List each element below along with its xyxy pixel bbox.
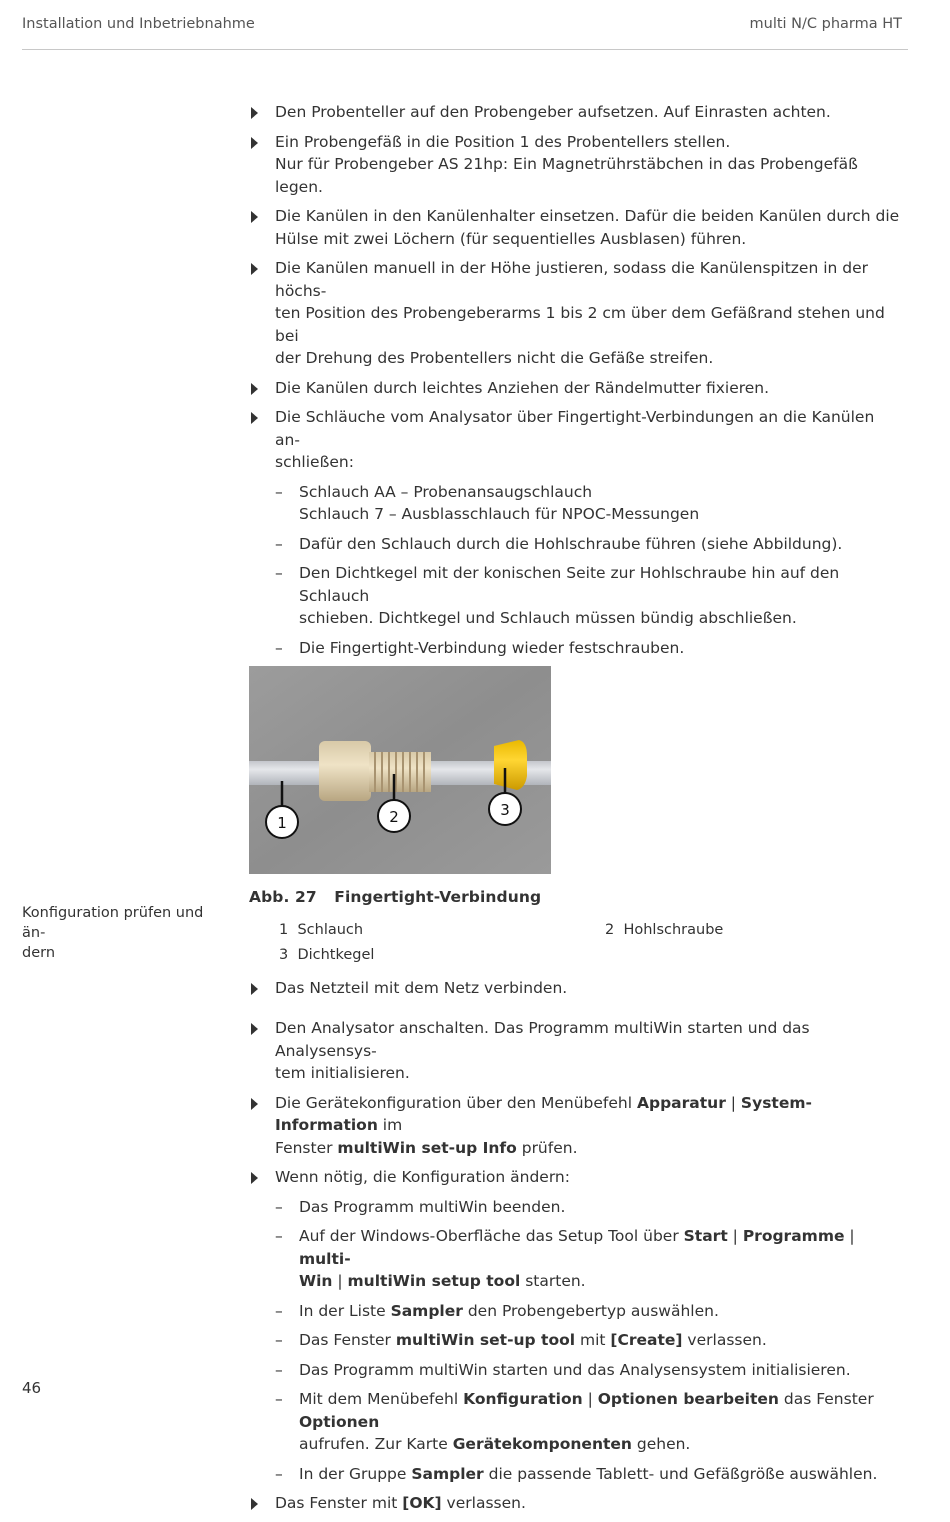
step-text: Das Netzteil mit dem Netz verbinden. (275, 978, 568, 997)
callout-label: 2 (389, 808, 399, 826)
legend-label: Schlauch (297, 921, 364, 938)
substep-text: aufrufen. Zur Karte Gerätekomponenten gehen. (299, 1435, 691, 1453)
menu-term: multiWin setup tool (347, 1272, 521, 1290)
window-term: multiWin set-up Info (337, 1138, 517, 1157)
group-term: Sampler (411, 1464, 484, 1483)
substep-text: Das Programm multiWin beenden. (299, 1197, 566, 1216)
callout-2 (378, 800, 410, 832)
step-text: Den Probenteller auf den Probengeber aufsetzen. Auf Einrasten achten. (275, 103, 831, 121)
step-text: Nur für Probengeber AS 21hp: Ein Magnetrührstäbchen in das Probengefäß legen. (275, 155, 858, 196)
dash-bullet: – (275, 534, 283, 553)
substep-text: In der Liste Sampler den Probengebertyp auswählen. (299, 1301, 719, 1320)
substep-text: In der Gruppe Sampler die passende Tablett- und Gefäßgröße auswählen. (299, 1464, 878, 1483)
figure-number: Abb. 27 (249, 888, 317, 906)
step-text: Die Kanülen in den Kanülenhalter einsetzen. Dafür die beiden Kanülen durch die (275, 207, 900, 225)
step-text: schließen: (275, 453, 354, 471)
menu-term: Konfiguration (463, 1390, 583, 1408)
step-text: Die Schläuche vom Analysator über Fingertight-Verbindungen an die Kanülen an- (275, 408, 875, 449)
instruction-substep (249, 1225, 904, 1293)
bullet-arrow-icon (251, 1023, 258, 1035)
substep-text: Schlauch 7 – Ausblasschlauch für NPOC-Messungen (299, 505, 700, 523)
substep-text: Mit dem Menübefehl Konfiguration | Optionen bearbeiten das Fenster Optionen (299, 1390, 874, 1431)
step-text: Das Fenster mit [OK] verlassen. (275, 1494, 526, 1512)
bullet-arrow-icon (251, 1498, 258, 1510)
menu-term: multi- (299, 1249, 351, 1268)
bullet-arrow-icon (251, 211, 258, 223)
step-text: Fenster multiWin set-up Info prüfen. (275, 1138, 578, 1157)
dash-bullet: – (275, 1360, 283, 1379)
instruction-substep (249, 1388, 904, 1456)
instruction-step (249, 205, 904, 250)
button-term: [OK] (402, 1494, 442, 1512)
step-text: Wenn nötig, die Konfiguration ändern: (275, 1168, 570, 1186)
legend-label: Dichtkegel (297, 946, 375, 963)
tab-term: Gerätekomponenten (452, 1435, 632, 1453)
button-term: [Create] (610, 1331, 683, 1349)
instruction-step (249, 101, 904, 124)
legend-item (279, 944, 374, 967)
dash-bullet: – (275, 638, 283, 657)
figure-title: Fingertight-Verbindung (334, 888, 542, 906)
instruction-step (249, 1166, 904, 1189)
instruction-step (249, 406, 904, 474)
dash-bullet: – (275, 1197, 283, 1216)
legend-item (279, 919, 363, 942)
substep-text: Dafür den Schlauch durch die Hohlschraube führen (siehe Abbildung). (299, 534, 843, 553)
header-product-name: multi N/C pharma HT (749, 16, 902, 32)
step-text: Die Kanülen durch leichtes Anziehen der Rändelmutter fixieren. (275, 378, 770, 397)
instruction-substep (249, 1196, 904, 1219)
menu-term: Win (299, 1272, 333, 1290)
margin-label-line: dern (22, 945, 56, 961)
instruction-substep (249, 562, 904, 630)
instruction-substep (249, 1359, 904, 1382)
instruction-step (249, 1017, 904, 1085)
menu-term: Optionen bearbeiten (597, 1390, 779, 1408)
dash-bullet: – (275, 564, 283, 582)
step-text: Ein Probengefäß in die Position 1 des Probentellers stellen. (275, 132, 731, 151)
instruction-substep (249, 1463, 904, 1486)
instruction-step (249, 977, 904, 1000)
margin-label-line: Konfiguration prüfen und än- (22, 905, 204, 941)
window-term: multiWin set-up tool (395, 1331, 576, 1349)
instruction-step (249, 1092, 904, 1160)
menu-term: Apparatur (637, 1093, 726, 1112)
bullet-arrow-icon (251, 137, 258, 149)
menu-term: Programme (742, 1227, 845, 1245)
callout-label: 3 (500, 801, 510, 819)
fingertight-photo (249, 666, 551, 874)
dash-bullet: – (275, 1227, 283, 1245)
step-text: tem initialisieren. (275, 1064, 410, 1082)
instruction-step (249, 131, 904, 199)
thread-shape (369, 752, 431, 792)
nut-shape (319, 741, 371, 801)
instruction-substep (249, 1329, 904, 1352)
legend-number: 3 (279, 946, 289, 963)
bullet-arrow-icon (251, 1098, 258, 1110)
substep-text: Das Programm multiWin starten und das Analysensystem initialisieren. (299, 1360, 851, 1379)
dash-bullet: – (275, 1464, 283, 1483)
window-term: Optionen (299, 1412, 380, 1431)
bullet-arrow-icon (251, 263, 258, 275)
dash-bullet: – (275, 1390, 283, 1408)
bullet-arrow-icon (251, 383, 258, 395)
instruction-substep (249, 481, 904, 526)
legend-number: 2 (605, 921, 615, 938)
menu-term: Start (683, 1227, 728, 1245)
substep-text: Win | multiWin setup tool starten. (299, 1272, 586, 1290)
instruction-substep (249, 533, 904, 556)
step-text: ten Position des Probengeberarms 1 bis 2 cm über dem Gefäßrand stehen und bei (275, 304, 885, 345)
instruction-step (249, 377, 904, 400)
legend-number: 1 (279, 921, 289, 938)
substep-text: Auf der Windows-Oberfläche das Setup Tool über Start | Programme | multi- (299, 1227, 855, 1268)
ferrule-shape (494, 740, 527, 790)
callout-1 (266, 806, 298, 838)
instruction-step (249, 1492, 904, 1515)
instruction-substep (249, 1300, 904, 1323)
dash-bullet: – (275, 1301, 283, 1320)
figure-caption (249, 886, 904, 909)
step-text: Hülse mit zwei Löchern (für sequentielles Ausblasen) führen. (275, 229, 747, 248)
main-content (249, 101, 904, 1522)
fingertight-illustration (249, 666, 551, 874)
list-term: Sampler (390, 1301, 463, 1320)
page-header (22, 16, 908, 50)
callout-label: 1 (277, 814, 287, 832)
legend-label: Hohlschraube (623, 921, 724, 938)
step-text: Die Gerätekonfiguration über den Menübefehl Apparatur | System-Information im (275, 1093, 812, 1134)
instruction-step (249, 257, 904, 370)
page-number: 46 (22, 1379, 42, 1397)
callout-3 (489, 793, 521, 825)
header-section-title: Installation und Inbetriebnahme (22, 16, 255, 32)
substep-text: schieben. Dichtkegel und Schlauch müssen bündig abschließen. (299, 609, 797, 627)
margin-label (22, 903, 227, 963)
substep-text: Den Dichtkegel mit der konischen Seite zur Hohlschraube hin auf den Schlauch (299, 564, 840, 605)
instruction-substep (249, 637, 904, 660)
substep-text: Die Fingertight-Verbindung wieder festschrauben. (299, 638, 685, 657)
menu-term: System-Information (275, 1093, 812, 1134)
substep-text: Das Fenster multiWin set-up tool mit [Create] verlassen. (299, 1331, 767, 1349)
substep-text: Schlauch AA – Probenansaugschlauch (299, 482, 593, 501)
bullet-arrow-icon (251, 412, 258, 424)
bullet-arrow-icon (251, 107, 258, 119)
figure-legend (249, 919, 904, 971)
dash-bullet: – (275, 482, 283, 501)
dash-bullet: – (275, 1331, 283, 1349)
bullet-arrow-icon (251, 1172, 258, 1184)
step-text: Den Analysator anschalten. Das Programm multiWin starten und das Analysensys- (275, 1019, 810, 1060)
step-text: der Drehung des Probentellers nicht die Gefäße streifen. (275, 349, 714, 367)
legend-item (605, 919, 723, 942)
step-text: Die Kanülen manuell in der Höhe justieren, sodass die Kanülenspitzen in der höchs- (275, 259, 868, 300)
bullet-arrow-icon (251, 983, 258, 995)
